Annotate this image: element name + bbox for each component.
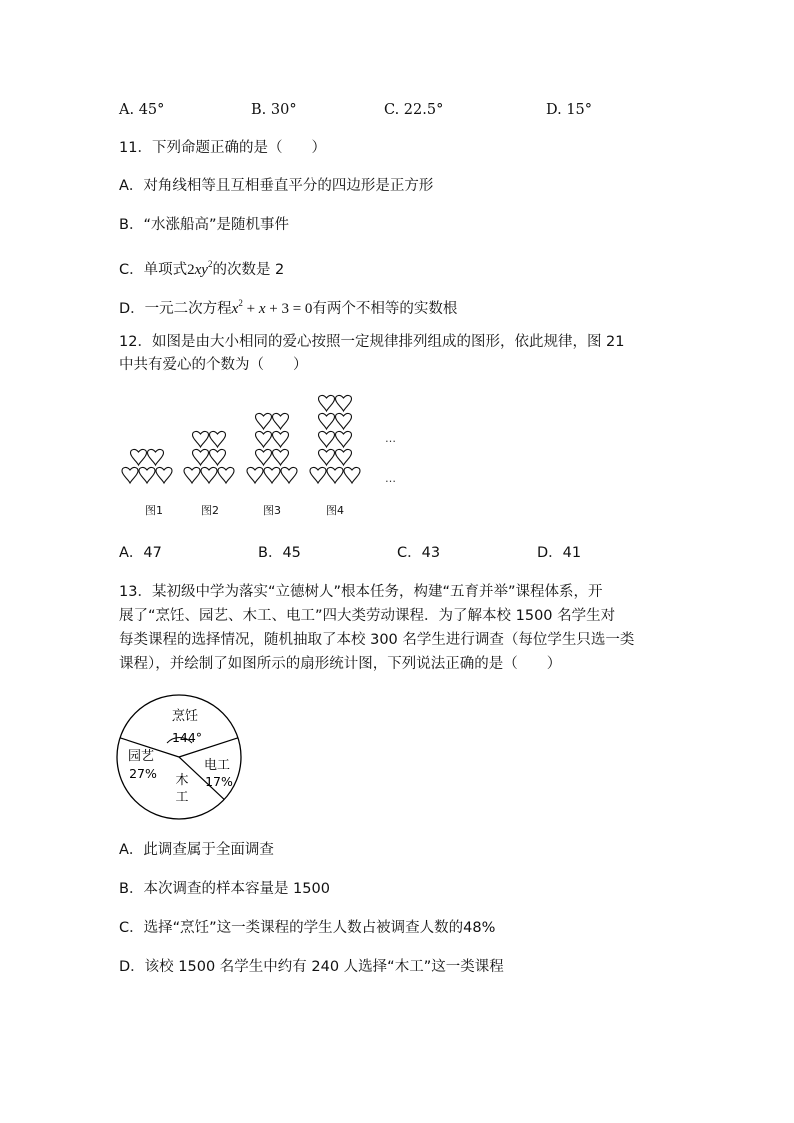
q13-option-a[interactable]: A．此调查属于全面调查 bbox=[119, 842, 274, 858]
q10-option-b[interactable]: B. 30° bbox=[251, 102, 297, 118]
heart-pattern-figure bbox=[0, 390, 794, 550]
slice-value-electrical: 17% bbox=[205, 774, 233, 789]
q13-option-b[interactable]: B．本次调查的样本容量是 1500 bbox=[119, 881, 330, 897]
heart-icon bbox=[327, 467, 343, 483]
figure-label-4: 图4 bbox=[326, 504, 344, 517]
heart-icon bbox=[273, 449, 289, 465]
heart-icon bbox=[319, 395, 335, 411]
q11-option-c-suffix: 的次数是 2 bbox=[212, 262, 285, 278]
q10-option-d[interactable]: D. 15° bbox=[546, 102, 593, 118]
q12-option-c[interactable]: C．43 bbox=[397, 545, 441, 561]
heart-icon bbox=[336, 413, 352, 429]
slice-label-electrical: 电工 bbox=[203, 758, 231, 773]
heart-icon bbox=[336, 431, 352, 447]
heart-icon bbox=[218, 467, 234, 483]
q13-stem-line-1: 13．某初级中学为落实“立德树人”根本任务，构建“五育并举”课程体系，开 bbox=[119, 584, 603, 600]
q12-stem-line-2: 中共有爱心的个数为（ ） bbox=[119, 357, 308, 373]
heart-icon bbox=[336, 395, 352, 411]
q10-option-c[interactable]: C. 22.5° bbox=[384, 102, 444, 118]
q13-stem-line-3: 每类课程的选择情况，随机抽取了本校 300 名学生进行调查（每位学生只选一类 bbox=[119, 632, 635, 648]
q11-option-d[interactable] bbox=[119, 293, 457, 319]
q11-option-c-expression: $2xy^2$ bbox=[187, 259, 213, 278]
heart-icon bbox=[193, 449, 209, 465]
heart-icon bbox=[319, 431, 335, 447]
q10-option-a[interactable]: A. 45° bbox=[119, 102, 165, 118]
heart-icon bbox=[281, 467, 297, 483]
q11-option-d-expression: $x^2 + x + 3 = 0$ bbox=[231, 298, 313, 317]
heart-icon bbox=[336, 449, 352, 465]
heart-icon bbox=[344, 467, 360, 483]
heart-icon bbox=[148, 449, 164, 465]
q12-option-d[interactable]: D．41 bbox=[537, 545, 582, 561]
ellipsis-lower: … bbox=[385, 472, 396, 485]
q12-option-a[interactable]: A．47 bbox=[119, 545, 162, 561]
q11-option-b[interactable]: B．“水涨船高”是随机事件 bbox=[119, 217, 289, 233]
slice-label-gardening: 园艺 bbox=[127, 749, 155, 764]
q13-option-c[interactable]: C．选择“烹饪”这一类课程的学生人数占被调查人数的48% bbox=[119, 920, 496, 936]
heart-icon bbox=[131, 449, 147, 465]
q11-stem: 11．下列命题正确的是（ ） bbox=[119, 140, 326, 156]
slice-label-woodwork-2: 工 bbox=[175, 790, 189, 805]
slice-label-cooking: 烹饪 bbox=[171, 709, 199, 724]
heart-icon bbox=[310, 467, 326, 483]
heart-icon bbox=[256, 431, 272, 447]
q13-option-d[interactable]: D．该校 1500 名学生中约有 240 人选择“木工”这一类课程 bbox=[119, 959, 504, 975]
slice-value-cooking: 144° bbox=[171, 730, 203, 745]
heart-icon bbox=[139, 467, 155, 483]
heart-icon bbox=[193, 431, 209, 447]
q11-option-c-prefix: C．单项式 bbox=[119, 262, 188, 278]
figure-label-3: 图3 bbox=[263, 504, 281, 517]
q11-option-d-prefix: D．一元二次方程 bbox=[119, 301, 232, 317]
heart-icon bbox=[122, 467, 138, 483]
slice-value-gardening: 27% bbox=[129, 766, 157, 781]
heart-icon bbox=[210, 431, 226, 447]
heart-icon bbox=[201, 467, 217, 483]
q12-stem-line-1: 12．如图是由大小相同的爱心按照一定规律排列组成的图形，依此规律，图 21 bbox=[119, 334, 625, 350]
heart-icon bbox=[156, 467, 172, 483]
q13-stem-line-4: 课程），并绘制了如图所示的扇形统计图，下列说法正确的是（ ） bbox=[119, 656, 562, 672]
ellipsis-upper: … bbox=[385, 432, 396, 445]
heart-icon bbox=[256, 449, 272, 465]
q11-option-a[interactable]: A．对角线相等且互相垂直平分的四边形是正方形 bbox=[119, 178, 434, 194]
heart-icon bbox=[264, 467, 280, 483]
figure-label-2: 图2 bbox=[201, 504, 219, 517]
heart-icon bbox=[273, 431, 289, 447]
heart-icon bbox=[210, 449, 226, 465]
figure-label-1: 图1 bbox=[145, 504, 163, 517]
heart-icon bbox=[256, 413, 272, 429]
slice-label-woodwork-1: 木 bbox=[175, 773, 189, 788]
heart-icon bbox=[319, 413, 335, 429]
heart-icon bbox=[184, 467, 200, 483]
q13-stem-line-2: 展了“烹饪、园艺、木工、电工”四大类劳动课程．为了解本校 1500 名学生对 bbox=[119, 608, 616, 624]
q11-option-c[interactable] bbox=[119, 254, 284, 280]
pie-chart bbox=[115, 692, 255, 832]
q12-option-b[interactable]: B．45 bbox=[258, 545, 301, 561]
hearts-group bbox=[122, 395, 360, 483]
heart-icon bbox=[319, 449, 335, 465]
q11-option-d-suffix: 有两个不相等的实数根 bbox=[312, 301, 458, 317]
heart-icon bbox=[247, 467, 263, 483]
heart-icon bbox=[273, 413, 289, 429]
